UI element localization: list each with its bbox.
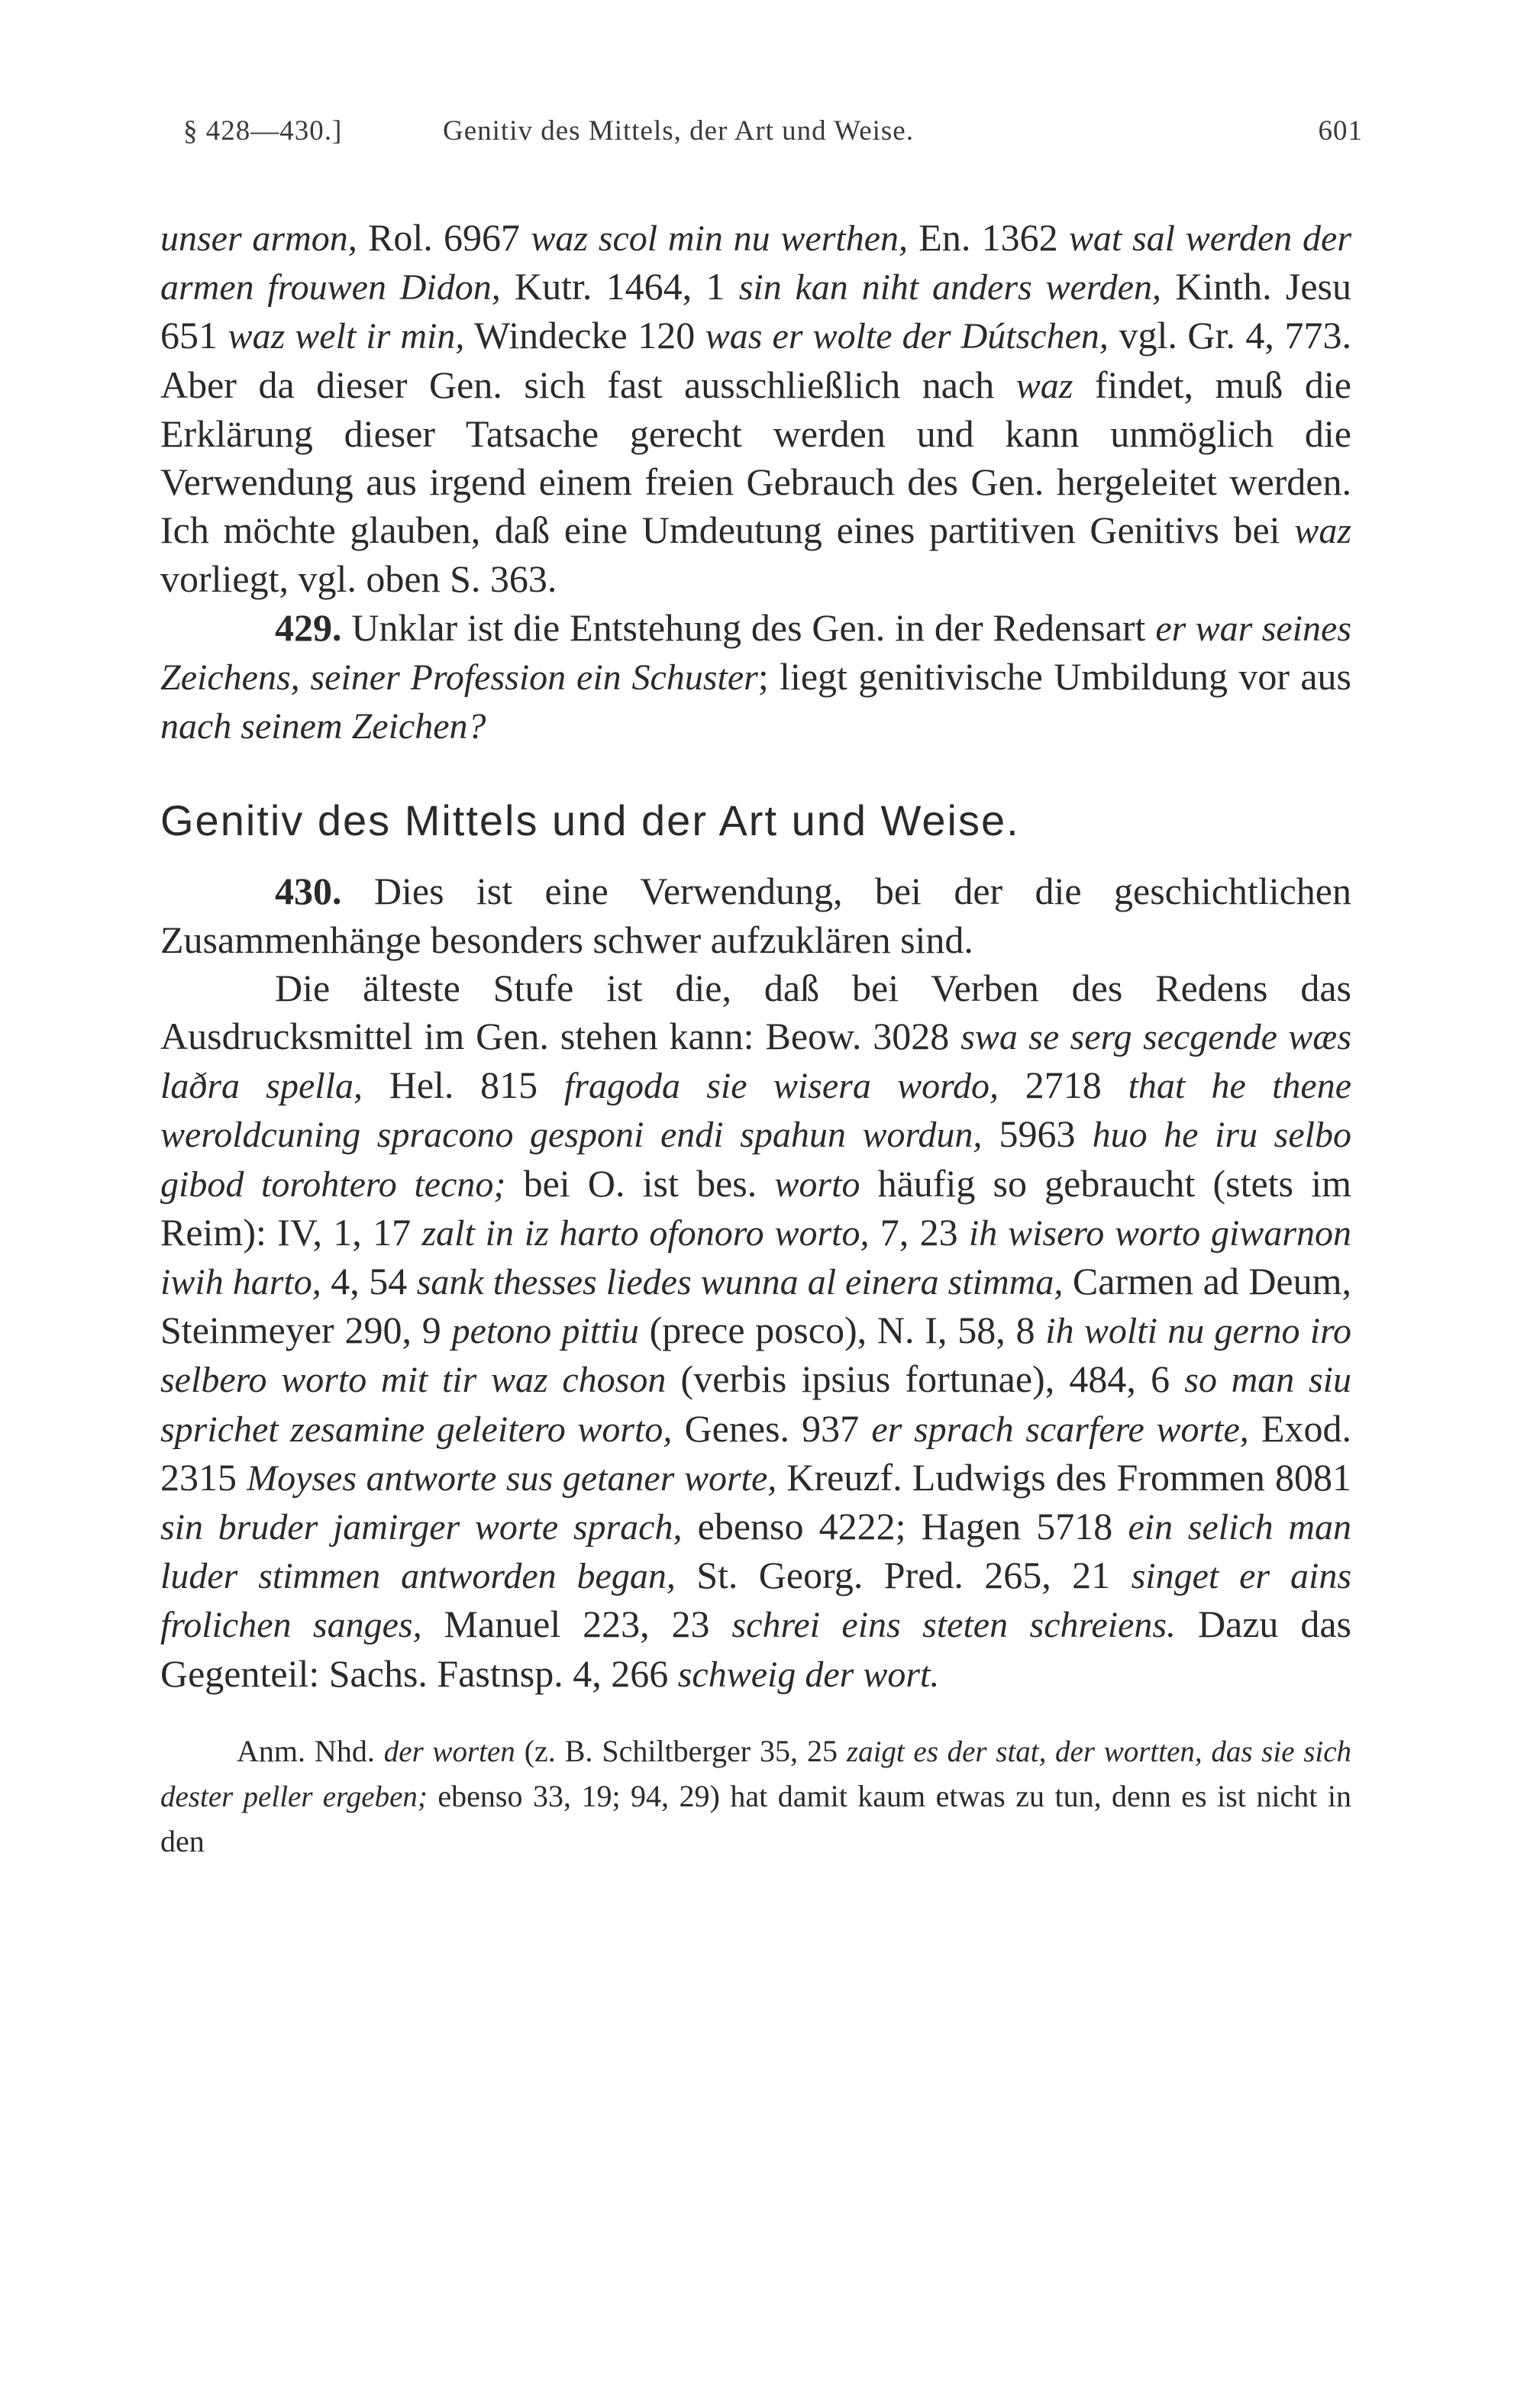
paragraph-main [160,964,1351,1699]
section-429 [160,604,1351,751]
text-run: (prece posco), N. I, 58, 8 [638,1309,1046,1352]
italic-quote: ih wolti nu gerno iro selbero worto mit tir waz choson [160,1311,1352,1401]
text-run: Kutr. 1464, 1 [500,265,739,308]
italic-quote: er sprach scarfere worte, [871,1409,1249,1450]
text-run: Manuel 223, 23 [421,1603,732,1646]
italic-quote: sin kan niht anders werden, [738,267,1161,308]
italic-quote: petono pittiu [451,1311,639,1352]
italic-quote: schrei eins steten schreiens. [731,1605,1177,1646]
italic-quote: that he thene weroldcuning spracono gesponi endi spahun wordun, [160,1066,1352,1156]
page-number: 601 [1318,115,1363,147]
paragraph-continuation [160,214,1351,604]
text-run: häufig so gebraucht (stets im Reim): IV, 1, 17 [160,1161,1351,1254]
italic-quote: Moyses antworte sus getaner worte, [247,1457,777,1499]
section-heading: Genitiv des Mittels und der Art und Weise. [160,796,1020,845]
text-run: (verbis ipsius fortunae), 484, 6 [666,1357,1185,1401]
text-run: Kinth. Jesu 651 [160,265,1352,357]
text-run: ; liegt genitivische Umbildung vor aus [757,654,1351,698]
text-run: Kreuzf. Ludwigs des Frommen 8081 [776,1455,1352,1499]
text-run: vgl. Gr. 4, 773. Aber da dieser Gen. sich fast ausschließlich nach [160,314,1351,406]
italic-quote: was er wolte der Dútschen, [705,316,1109,357]
italic-quote: waz scol min nu werthen, [531,218,909,259]
text-run: Anm. Nhd. [237,1733,384,1768]
text-run: Carmen ad Deum, Steinmeyer 290, 9 [160,1260,1352,1352]
text-run: Unklar ist die Entstehung des Gen. in der Redensart [341,605,1156,649]
text-run: Die älteste Stufe ist die, daß bei Verben des Redens das Ausdrucksmittel im Gen. stehen kann: Beow. 3028 [160,966,1351,1058]
section-range: § 428—430.] [183,115,343,147]
annotation-text [160,1729,1351,1864]
italic-quote: unser armon, [160,218,357,259]
text-run: 7, 23 [869,1210,969,1254]
italic-quote: swa se serg secgende wæs laðra spella, [160,1017,1351,1107]
italic-quote: ih wisero worto giwarnon iwih harto, [160,1212,1351,1303]
text-run: St. Georg. Pred. 265, 21 [675,1554,1132,1597]
section-number-430: 430. [275,870,342,913]
italic-quote: der worten [383,1735,515,1768]
italic-quote: zalt in iz harto ofonoro worto, [421,1212,870,1254]
italic-quote: huo he iru selbo gibod torohtero tecno; [160,1115,1351,1205]
italic-quote: sank thesses liedes wunna al einera stimma, [416,1262,1064,1303]
annotation [160,1729,1351,1864]
italic-quote: waz [1015,365,1073,406]
text-run: findet, muß die Erklärung dieser Tatsache gerecht werden und kann unmöglich die Verwendung aus irgend einem freien Gebrauch des Gen. hergeleitet werden. Ich möchte glauben, daß eine Umdeutung eines partitiven Genitivs bei [160,363,1352,552]
italic-quote: so man siu sprichet zesamine geleitero worto, [160,1360,1351,1450]
text-run: Hel. 815 [362,1064,564,1107]
text-run: Exod. 2315 [160,1406,1351,1499]
text-run: Genes. 937 [672,1406,872,1450]
body-text [160,214,1351,1699]
book-page [160,115,1363,1864]
text-run: 5963 [982,1112,1093,1156]
italic-quote: wat sal werden der armen frouwen Didon, [160,218,1352,308]
text-run: Rol. 6967 [357,216,531,259]
italic-quote: waz [1294,511,1351,552]
section-430 [160,867,1351,964]
italic-quote: nach seinem Zeichen? [160,706,486,747]
text-run: 4, 54 [321,1260,417,1303]
text-run: Windecke 120 [464,314,705,357]
text-run: ebenso 33, 19; 94, 29) hat damit kaum etwas zu tun, denn es ist nicht in den [160,1778,1351,1858]
italic-quote: schweig der wort. [677,1654,940,1695]
running-title: Genitiv des Mittels, der Art und Weise. [443,115,914,147]
text-run: Dazu das Gegenteil: Sachs. Fastnsp. 4, 266 [160,1603,1351,1695]
italic-quote: singet er ains frolichen sanges, [160,1556,1351,1646]
italic-quote: waz welt ir min, [228,316,465,357]
text-run: Dies ist eine Verwendung, bei der die geschichtlichen Zusammenhänge besonders schwer aufzuklären sind. [160,870,1351,961]
italic-quote: ein selich man luder stimmen antworden began, [160,1507,1351,1597]
italic-quote: zaigt es der stat, der wortten, das sie sich dester peller ergeben; [160,1735,1352,1813]
text-run: vorliegt, vgl. oben S. 363. [160,557,557,601]
running-head [160,115,1363,160]
text-run: (z. B. Schiltberger 35, 25 [515,1733,847,1768]
text-run: En. 1362 [908,216,1069,259]
italic-quote: sin bruder jamirger worte sprach, [160,1507,683,1548]
text-run: bei O. ist bes. [505,1161,775,1205]
text-run: ebenso 4222; Hagen 5718 [682,1505,1128,1548]
section-number-429: 429. [275,605,342,649]
italic-quote: worto [774,1164,860,1205]
italic-quote: er war seines Zeichens, seiner Profession ein Schuster [160,608,1352,698]
text-run: 2718 [999,1064,1128,1107]
italic-quote: fragoda sie wisera wordo, [563,1066,999,1107]
